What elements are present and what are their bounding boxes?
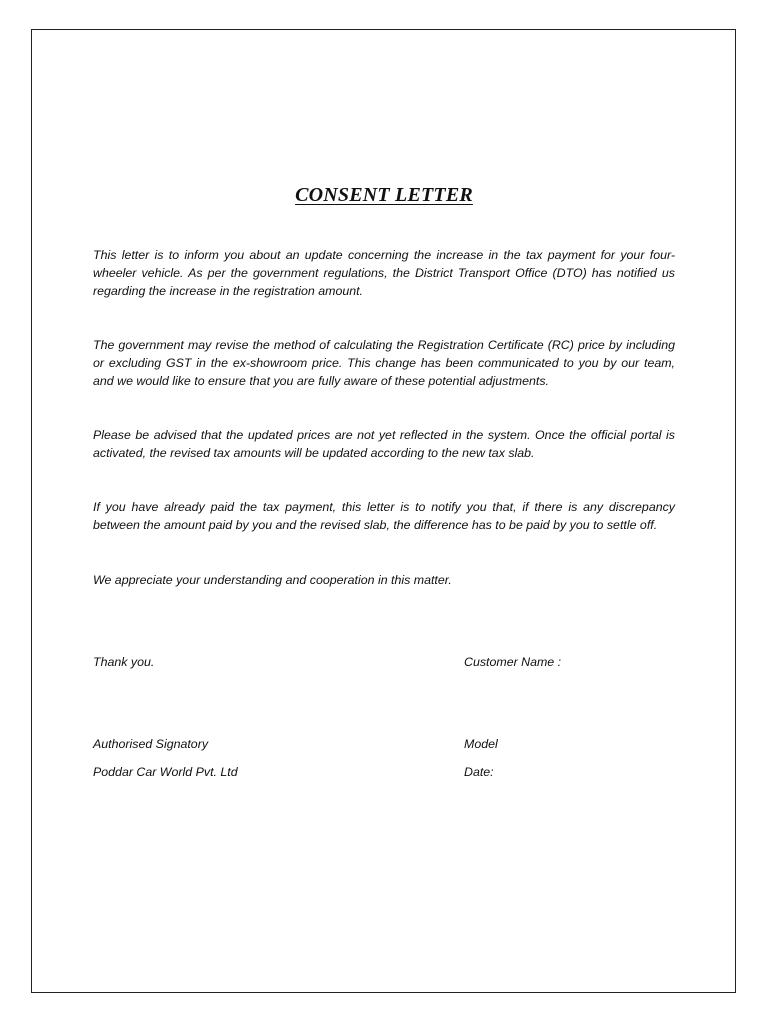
paragraph-appreciation: We appreciate your understanding and cooperation in this matter.: [93, 573, 452, 587]
date-label: Date:: [464, 765, 494, 779]
paragraph-discrepancy: If you have already paid the tax payment, this letter is to notify you that, if there is any discrepancy between the amount paid by you and the revised slab, the difference has to be paid by you to settle off.: [93, 500, 675, 532]
paragraph-rc-calculation: The government may revise the method of calculating the Registration Certificate (RC) price by including or excluding GST in the ex-showroom price. This change has been communicated to you by our team, and we would like to ensure that you are fully aware of these potential adjustments.: [93, 338, 675, 388]
thank-you-text: Thank you.: [93, 655, 155, 669]
paragraph-system-update: Please be advised that the updated prices are not yet reflected in the system. Once the official portal is activated, the revised tax amounts will be updated according to the new tax slab.: [93, 428, 675, 460]
paragraph-intro: This letter is to inform you about an update concerning the increase in the tax payment for your four-wheeler vehicle. As per the government regulations, the District Transport Office (DTO) has notified us regarding the increase in the registration amount.: [93, 248, 675, 298]
customer-name-label: Customer Name :: [464, 655, 562, 669]
document-title: CONSENT LETTER: [295, 184, 473, 206]
company-name: Poddar Car World Pvt. Ltd: [93, 765, 238, 779]
model-label: Model: [464, 737, 498, 751]
authorised-signatory-label: Authorised Signatory: [93, 737, 209, 751]
